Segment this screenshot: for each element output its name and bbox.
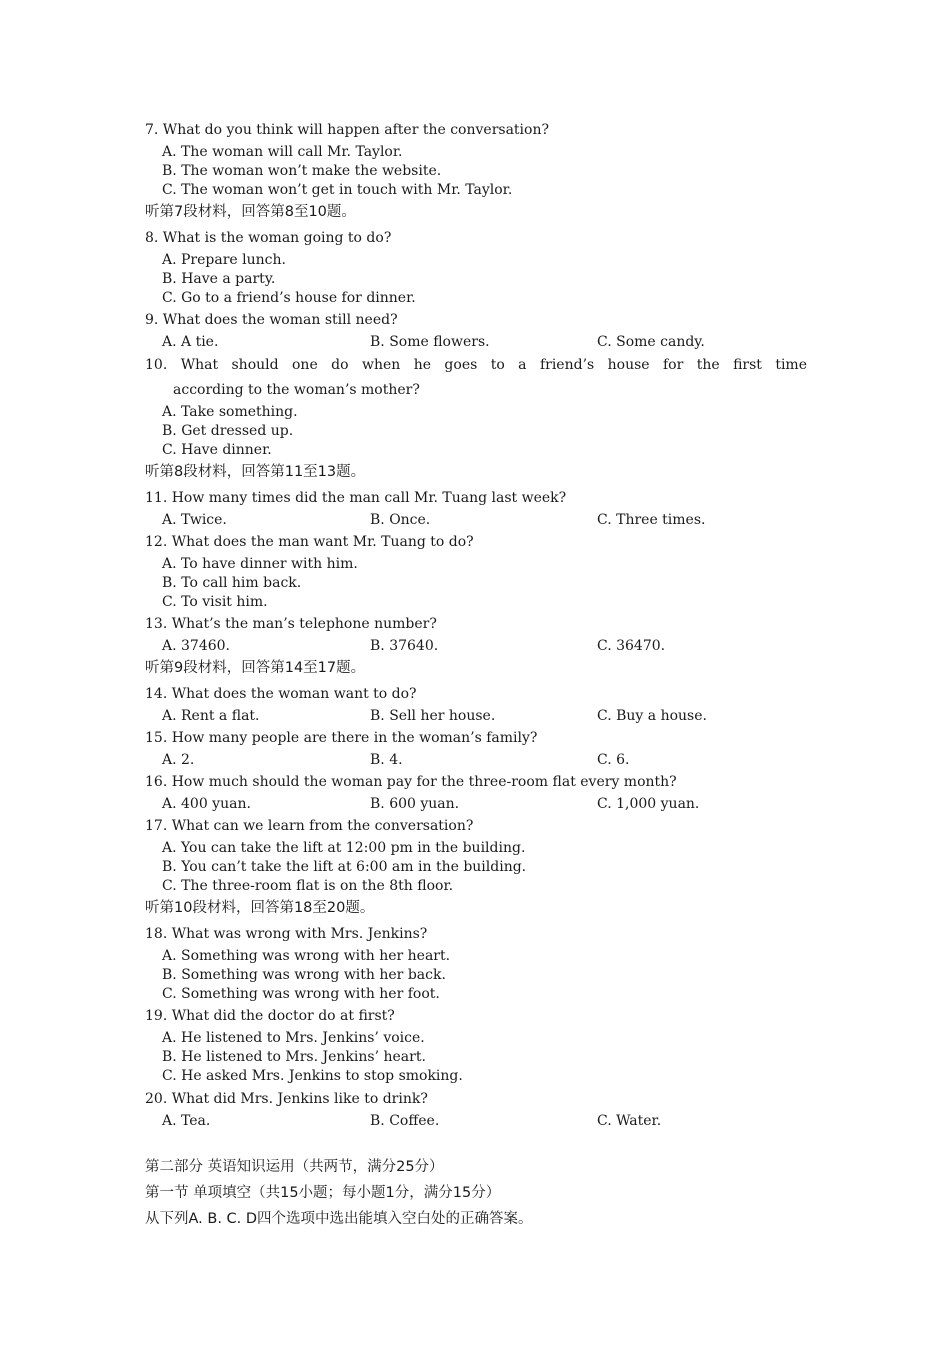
option-19a: A. He listened to Mrs. Jenkins’ voice. — [162, 1030, 425, 1046]
option-10c: C. Have dinner. — [162, 442, 272, 458]
section-8-heading: 听第8段材料，回答第11至13题。 — [145, 464, 366, 480]
option-15b: B. 4. — [370, 752, 403, 768]
question-8: 8. What is the woman going to do? — [145, 230, 392, 246]
question-12: 12. What does the man want Mr. Tuang to do? — [145, 534, 474, 550]
option-20b: B. Coffee. — [370, 1113, 440, 1129]
option-15c: C. 6. — [597, 752, 630, 768]
option-14a: A. Rent a flat. — [162, 708, 260, 724]
question-10-line1: 10. What should one do when he goes to a friend’s house for the first time — [145, 357, 807, 373]
option-13a: A. 37460. — [162, 638, 230, 654]
option-14c: C. Buy a house. — [597, 708, 707, 724]
option-9a: A. A tie. — [162, 334, 219, 350]
part-2-title: 第二部分 英语知识运用（共两节，满分25分） — [145, 1159, 444, 1175]
option-7c: C. The woman won’t get in touch with Mr. Taylor. — [162, 182, 513, 198]
option-12b: B. To call him back. — [162, 575, 302, 591]
option-12a: A. To have dinner with him. — [162, 556, 358, 572]
option-19b: B. He listened to Mrs. Jenkins’ heart. — [162, 1049, 426, 1065]
option-9c: C. Some candy. — [597, 334, 705, 350]
section-7-heading: 听第7段材料，回答第8至10题。 — [145, 204, 356, 220]
option-16c: C. 1,000 yuan. — [597, 796, 700, 812]
question-9: 9. What does the woman still need? — [145, 312, 398, 328]
part-2-instruction: 从下列A. B. C. D四个选项中选出能填入空白处的正确答案。 — [145, 1211, 533, 1227]
section-10-heading: 听第10段材料，回答第18至20题。 — [145, 900, 375, 916]
option-11a: A. Twice. — [162, 512, 227, 528]
option-18b: B. Something was wrong with her back. — [162, 967, 446, 983]
option-18a: A. Something was wrong with her heart. — [162, 948, 451, 964]
option-20a: A. Tea. — [162, 1113, 211, 1129]
question-19: 19. What did the doctor do at first? — [145, 1008, 395, 1024]
question-10-line2: according to the woman’s mother? — [173, 382, 420, 398]
section-9-heading: 听第9段材料，回答第14至17题。 — [145, 660, 366, 676]
option-13c: C. 36470. — [597, 638, 666, 654]
option-20c: C. Water. — [597, 1113, 662, 1129]
question-7: 7. What do you think will happen after the conversation? — [145, 122, 549, 138]
option-8a: A. Prepare lunch. — [162, 252, 286, 268]
question-11: 11. How many times did the man call Mr. Tuang last week? — [145, 490, 567, 506]
option-16b: B. 600 yuan. — [370, 796, 460, 812]
part-2-section-1: 第一节 单项填空（共15小题；每小题1分，满分15分） — [145, 1185, 501, 1201]
option-14b: B. Sell her house. — [370, 708, 496, 724]
option-8b: B. Have a party. — [162, 271, 276, 287]
option-18c: C. Something was wrong with her foot. — [162, 986, 440, 1002]
question-17: 17. What can we learn from the conversation? — [145, 818, 474, 834]
option-19c: C. He asked Mrs. Jenkins to stop smoking. — [162, 1068, 463, 1084]
option-7a: A. The woman will call Mr. Taylor. — [162, 144, 403, 160]
option-15a: A. 2. — [162, 752, 195, 768]
option-13b: B. 37640. — [370, 638, 439, 654]
question-15: 15. How many people are there in the woman’s family? — [145, 730, 538, 746]
option-16a: A. 400 yuan. — [162, 796, 251, 812]
question-14: 14. What does the woman want to do? — [145, 686, 417, 702]
question-16: 16. How much should the woman pay for the three-room flat every month? — [145, 774, 677, 790]
option-17b: B. You can’t take the lift at 6:00 am in the building. — [162, 859, 527, 875]
question-20: 20. What did Mrs. Jenkins like to drink? — [145, 1091, 428, 1107]
option-11c: C. Three times. — [597, 512, 706, 528]
option-7b: B. The woman won’t make the website. — [162, 163, 442, 179]
option-8c: C. Go to a friend’s house for dinner. — [162, 290, 416, 306]
option-12c: C. To visit him. — [162, 594, 268, 610]
option-11b: B. Once. — [370, 512, 431, 528]
option-10b: B. Get dressed up. — [162, 423, 294, 439]
question-13: 13. What’s the man’s telephone number? — [145, 616, 437, 632]
option-17a: A. You can take the lift at 12:00 pm in the building. — [162, 840, 526, 856]
option-9b: B. Some flowers. — [370, 334, 490, 350]
option-17c: C. The three-room flat is on the 8th floor. — [162, 878, 454, 894]
question-18: 18. What was wrong with Mrs. Jenkins? — [145, 926, 428, 942]
option-10a: A. Take something. — [162, 404, 298, 420]
